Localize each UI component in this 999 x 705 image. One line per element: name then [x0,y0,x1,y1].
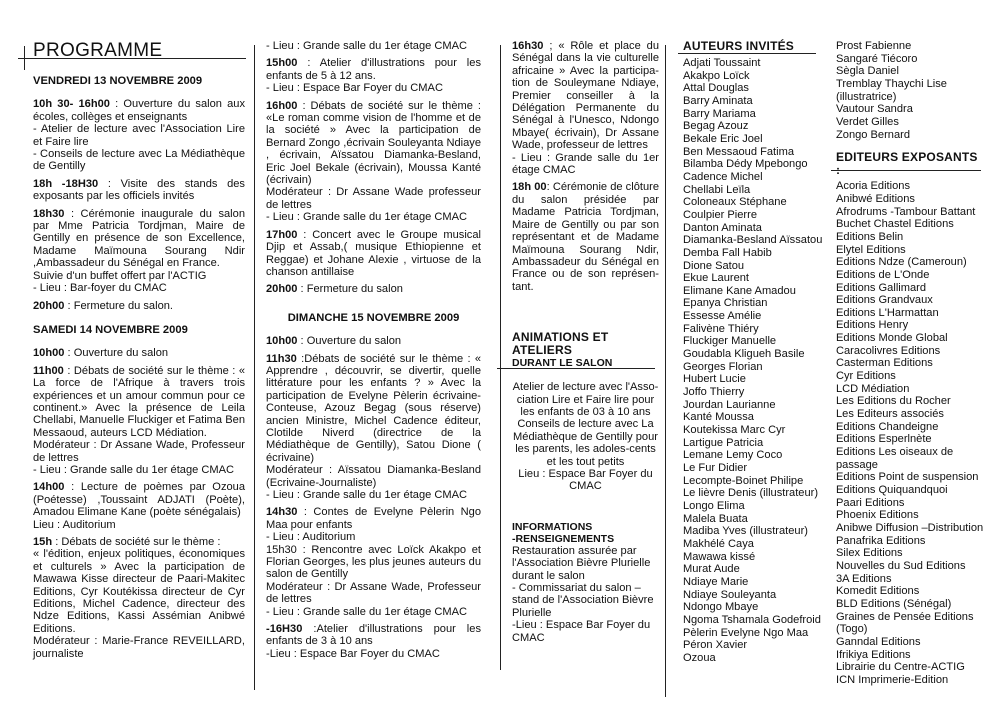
entry-time: 11h00 [33,364,64,377]
programme-column-2 [266,40,481,665]
entry-time: 15h [33,536,53,548]
info-text: Restauration assurée par l'Association Bièvre Plurielle durant le salon - Commissariat du salon – stand de l'Association Bièvre Plurielle -Lieu : Espace Bar Foyer du CMAC [512,544,654,644]
entry-text: ; « Rôle et place du Sénégal dans la vie culturelle africaine » Avec la participa-tion de Souleymane Ndiaye, Premier conseiller à la Délégation Permanente du Sénégal à l'Unesco, Ndongo Mbaye( écrivain), Dr Assane Wade, professeur de lettres - Lieu : Grande salle du 1er étage CMAC [512,40,659,177]
author-name: Ndiaye Souleyanta [683,588,777,601]
author-name: Kanté Moussa [683,411,754,424]
author-name: Ozoua [683,651,716,664]
entry-text: :Débats de société sur le thème : « Apprendre , découvrir, se divertir, quelle littérature pour les enfants ? » Avec la participation de Evelyne Pèlerin écrivaine-Conteuse, Azouz Begag (sous réserve) ancien Ministre, Michel Cadence éditeur, Clotilde Niverd (directrice de la Médiathèque de Gentilly), Satou Dione ( écrivaine) Modérateur : Aïssatou Diamanka-Besland (Ecrivaine-Journaliste) - Lieu : Grande salle du 1er étage CMAC [266,352,481,501]
entry-time: 10h00 [266,335,298,348]
schedule-entry [33,481,245,531]
info-heading: INFORMATIONS -RENSEIGNEMENTS [512,520,615,545]
column-divider-left [254,45,255,690]
entry-text: : Concert avec le Groupe musical Djip et Assab,( musique Ethiopienne et Reggae) et Johane Alexie , virtuose de la chanson antillaise [266,228,481,278]
entry-text: : Débats de société sur le thème : « La force de l'Afrique à travers trois expériences et un amour commun pour ce continent.» Avec la présence de Leila Chellabi, Manuelle Fluckiger et Fatima Ben Messaoud, auteurs LCD Médiation. Modérateur : Dr Assane Wade, Professeur de lettres - Lieu : Grande salle du 1er étage CMAC [33,364,245,476]
entry-text: : Cérémonie de clôture du salon présidée par Madame Patricia Tordjman, Maire de Gentilly ou par son représentant et de Madame Maïmouna Sourang Ndir, Ambassadeur du Sénégal en France ou de son représen-tant. [512,181,659,293]
editor-name: Komedit Editions [836,585,920,598]
editor-name: Casterman Editions [836,357,933,370]
schedule-entry [266,40,481,52]
editor-name: Editions Point de suspension [836,471,979,484]
animations-text: Atelier de lecture avec l'Asso-ciation Lire et Faire lire pour les enfants de 03 à 10 ans Conseils de lecture avec La Médiathèque de Gentilly pour les parents, les adoles-cents et les tout petits Lieu : Espace Bar Foyer du CMAC [512,381,659,493]
column-divider-right [665,45,666,697]
editors-column [836,40,984,687]
author-name: Falivène Thiéry [683,322,759,335]
entry-time: 14h30 [266,506,298,519]
schedule-entry [266,335,481,347]
author-name: Zongo Bernard [836,128,911,141]
author-name: Epanya Christian [683,297,768,310]
title-rule-vertical [24,46,25,70]
animations-section [512,331,659,493]
editor-name: Graines de Pensée Editions (Togo) [836,610,974,636]
programme-column-1 [33,40,245,665]
editor-name: Panafrika Editions [836,534,926,547]
author-name: Diamanka-Besland Aïssatou [683,234,823,247]
entry-text: : Contes de Evelyne Pèlerin Ngo Maa pour enfants - Lieu : Auditorium 15h30 : Rencontre avec Loïck Akakpo et Florian Georges, les plus jeunes auteurs du salon de Gentilly Modérateur : Dr Assane Wade, Professeur de lettres - Lieu : Grande salle du 1er étage CMAC [266,506,481,618]
author-name: Bekale Eric Joel [683,132,763,145]
editor-name: Editions Chandeigne [836,420,939,433]
author-name: Sègla Daniel [836,65,899,78]
schedule-entry [33,347,245,359]
author-name: Coulpier Pierre [683,208,757,221]
entry-text: : Débats de société sur le thème : « l'édition, enjeux politiques, économiques et culturels » Avec la participation de Mawawa Kisse directeur de Paari-Makitec Editions, Cyr Koutékissa directeur de Cyr Editions, Michel Cadence, directeur des Ndze Editions, Kassi Assémian Anibwé Editions. Modérateur : Marie-France REVEILLARD, journaliste [33,536,245,660]
editor-name: ICN Imprimerie-Edition [836,673,949,686]
author-name: Le lièvre Denis (illustrateur) [683,487,819,500]
schedule-entry [512,181,659,293]
author-name: Verdet Gilles [836,115,899,128]
editor-name: Silex Editions [836,547,903,560]
author-name: Ngoma Tshamala Godefroid [683,613,821,626]
sunday-heading: DIMANCHE 15 NOVEMBRE 2009 [287,311,460,324]
entry-time: 11h30 [266,352,297,365]
author-name: Bilamba Dédy Mpebongo [683,158,808,171]
editor-name: Anibwé Editions [836,192,915,205]
schedule-entry [33,300,245,312]
column-divider-middle [500,45,501,670]
author-name: Chellabi Leïla [683,183,751,196]
entry-time: -16H30 [266,623,303,636]
entry-time: 14h00 [33,481,65,494]
entry-time: 20h00 [266,283,298,296]
editor-name: Editions Les oiseaux de passage [836,446,954,471]
editor-name: Buchet Chastel Editions [836,218,954,231]
entry-text: : Ouverture du salon [297,335,402,348]
entry-time: 18h 00 [512,181,547,194]
entry-text: - Lieu : Grande salle du 1er étage CMAC [266,40,468,52]
entry-text: : Ouverture du salon [64,347,169,360]
editor-name: Cyr Editions [836,370,896,383]
entry-text: : Fermeture du salon. [64,299,173,312]
entry-text: : Lecture de poèmes par Ozoua (Poétesse) ,Toussaint ADJATI (Poète), Amadou Elimane Kane (poète sénégalais) Lieu : Auditorium [33,481,245,531]
schedule-entry [33,208,245,295]
author-name: Cadence Michel [683,170,763,183]
author-name: Demba Fall Habib [683,246,772,259]
author-name: Elimane Kane Amadou [683,284,796,297]
schedule-entry [266,283,481,295]
entry-text: : Atelier d'illustrations pour les enfants de 5 à 12 ans. - Lieu : Espace Bar Foyer du CMAC [266,57,481,95]
entry-text: : Cérémonie inaugurale du salon par Mme Patricia Tordjman, Maire de Gentilly en présence de son Excellence, Madame Maïmouna Sourang Ndir ,Ambassadeur du Sénégal en France. Suivie d'un buffet offert par l'ACTIG - Lieu : Bar-foyer du CMAC [33,207,245,295]
entry-text: : Visite des stands des exposants par les officiels invités [33,177,245,203]
author-name: Makhélé Caya [683,537,754,550]
schedule-entry [33,98,245,172]
editor-name: BLD Editions (Sénégal) [836,597,952,610]
editor-name: Editions Ndze (Cameroun) [836,256,967,269]
author-name: Coloneaux Stéphane [683,196,787,209]
author-name: Jourdan Laurianne [683,398,776,411]
saturday-heading: SAMEDI 14 NOVEMBRE 2009 [33,323,188,336]
entry-time: 17h00 [266,228,298,241]
editors-heading: EDITEURS EXPOSANTS : [836,150,978,178]
author-name: Mawawa kissé [683,550,756,563]
programme-title: PROGRAMME [33,40,163,61]
editor-name: Afrodrums -Tambour Battant [836,205,976,218]
schedule-entry [266,506,481,618]
editor-name: Editions Monde Global [836,332,948,345]
authors-list [683,57,823,665]
entry-time: 18h -18H30 [33,177,99,190]
author-name: Péron Xavier [683,639,748,652]
schedule-entry [266,57,481,94]
editor-name: Paari Editions [836,496,905,509]
editor-name: Les Editions du Rocher [836,395,951,408]
schedule-entry [33,365,245,477]
editor-name: Phoenix Editions [836,509,919,522]
saturday-schedule-continued [266,40,481,296]
entry-time: 20h00 [33,299,65,312]
sunday-schedule-continued [512,40,659,293]
entry-text: : Débats de société sur le thème : «Le roman comme vision de l'homme et de la société » Avec la participation de Bernard Zongo ,écrivain Souleyanta Ndiaye , écrivain, Aïssatou Diamanka-Besland, Eric Joel Bekale (écrivain), Moussa Kanté (écrivain) Modérateur : Dr Assane Wade professeur de lettres - Lieu : Grande salle du 1er étage CMAC [266,99,481,224]
author-name: Lartigue Patricia [683,436,764,449]
animations-heading: ANIMATIONS ET ATELIERS [512,330,609,358]
entry-text: : Ouverture du salon aux écoles, collèges et enseignants - Atelier de lecture avec l'Association Lire et Faire lire - Conseils de lecture avec La Médiathèque de Gentilly [33,98,245,173]
authors-heading: AUTEURS INVITÉS [683,39,795,53]
author-name: Murat Aude [683,563,740,576]
author-name: Sangaré Tiécoro [836,52,918,65]
authors-column [683,39,823,665]
entry-time: 16h00 [266,99,298,112]
author-name: Joffo Thierry [683,386,745,399]
entry-time: 10h00 [33,347,65,360]
editor-name: 3A Editions [836,572,892,585]
author-name: Lecompte-Boinet Philipe [683,474,804,487]
animations-subheading: DURANT LE SALON [512,357,613,370]
author-name: Koutekissa Marc Cyr [683,424,786,437]
author-name: Goudabla Kligueh Basile [683,348,805,361]
friday-schedule [33,98,245,312]
author-name: Malela Buata [683,512,748,525]
editor-name: Caracolivres Editions [836,344,941,357]
editor-name: Editions Grandvaux [836,294,933,307]
editor-name: Editions Henry [836,319,909,332]
schedule-entry [266,100,481,224]
editor-name: Ifrikiya Editions [836,648,911,661]
schedule-entry [33,178,245,203]
entry-time: 10h 30- 16h00 [33,98,110,111]
author-name: Ekue Laurent [683,272,749,285]
author-name: Essesse Amélie [683,310,762,323]
entry-time: 16h30 [512,40,544,52]
author-name: Dione Satou [683,259,745,272]
editor-name: Editions L'Harmattan [836,306,939,319]
editor-name: Editions Quiquandquoi [836,484,948,496]
author-name: Attal Douglas [683,82,749,95]
editor-name: Librairie du Centre-ACTIG [836,661,965,674]
editors-list [836,180,984,686]
author-name: Pèlerin Evelyne Ngo Maa [683,626,809,639]
editor-name: Editions Gallimard [836,281,927,294]
author-name: Ndiaye Marie [683,575,749,588]
schedule-entry [266,353,481,502]
editor-name: LCD Médiation [836,382,910,395]
author-name: Barry Mariama [683,107,756,120]
author-name: Georges Florian [683,360,763,373]
editor-name: Editions de L'Onde [836,268,930,281]
author-name: Tremblay Thaychi Lise (illustratrice) [836,77,947,103]
author-name: Lemane Lemy Coco [683,449,783,462]
author-name: Vautour Sandra [836,103,913,116]
editor-name: Ganndal Editions [836,635,921,648]
schedule-entry [512,40,659,176]
author-name: Fluckiger Manuelle [683,335,777,348]
editor-name: Anibwe Diffusion –Distribution [836,521,984,534]
editor-name: Editions Belin [836,230,904,243]
schedule-entry [266,623,481,660]
editor-name: Nouvelles du Sud Editions [836,559,966,572]
entry-time: 15h00 [266,57,298,70]
sunday-schedule [266,335,481,660]
author-name: Danton Aminata [683,221,762,234]
authors-list-continued [836,40,984,141]
author-name: Madiba Yves (illustrateur) [683,525,808,538]
author-name: Ndongo Mbaye [683,601,759,614]
editor-name: Elytel Editions [836,243,906,256]
schedule-entry [266,229,481,279]
author-name: Ben Messaoud Fatima [683,145,794,158]
entry-text: :Atelier d'illustrations pour les enfants de 3 à 10 ans -Lieu : Espace Bar Foyer du CMAC [266,623,481,660]
author-name: Akakpo Loïck [683,69,750,82]
schedule-entry [33,536,245,660]
friday-heading: VENDREDI 13 NOVEMBRE 2009 [33,75,203,87]
editor-name: Les Editeurs associés [836,408,944,421]
info-section [512,521,659,644]
programme-column-3 [512,40,659,649]
author-name: Barry Aminata [683,94,753,107]
saturday-schedule [33,347,245,660]
editor-name: Editions Esperlnète [836,433,932,446]
author-name: Prost Fabienne [836,40,912,52]
author-name: Longo Elima [683,499,745,512]
author-name: Adjati Toussaint [683,57,761,69]
author-name: Hubert Lucie [683,373,746,386]
editor-name: Acoria Editions [836,180,910,193]
author-name: Le Fur Didier [683,462,748,474]
author-name: Begag Azouz [683,120,749,133]
entry-text: : Fermeture du salon [297,283,403,296]
entry-time: 18h30 [33,207,65,220]
